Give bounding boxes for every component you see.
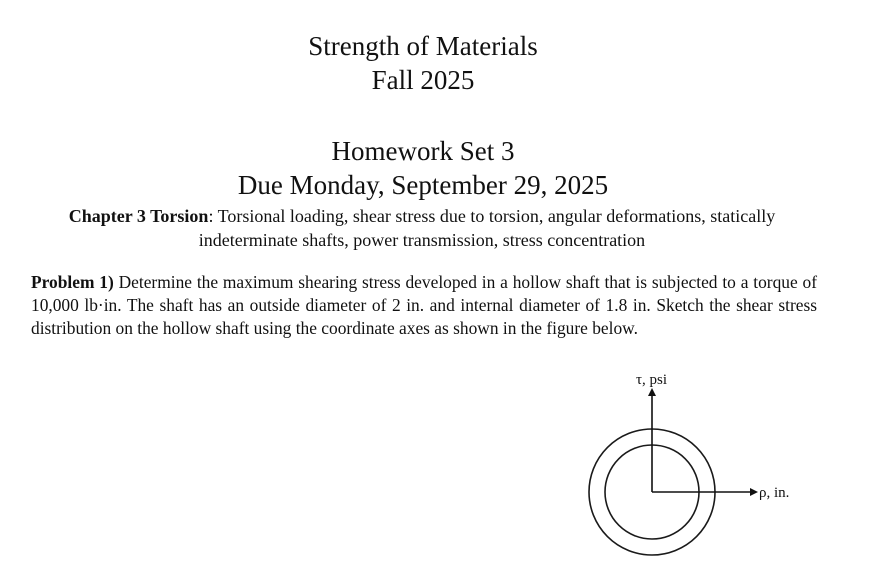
chapter-label: Chapter 3 Torsion <box>68 206 209 226</box>
homework-title: Homework Set 3 <box>331 136 515 166</box>
shaft-figure <box>560 366 810 572</box>
chapter-topics: Torsional loading, shear stress due to torsion, angular deformations, statically indeterminate shafts, power transmission, stress concentration <box>198 206 776 250</box>
chapter-description <box>40 204 804 252</box>
chapter-separator: : <box>208 206 214 226</box>
due-date: Due Monday, September 29, 2025 <box>237 170 609 200</box>
problem-1-label: Problem 1) <box>31 272 114 292</box>
tau-axis-label: τ, psi <box>636 372 668 388</box>
problem-1-text: Determine the maximum shearing stress developed in a hollow shaft that is subjected to a torque of 10,000 lb·in. The shaft has an outside diameter of 2 in. and internal diameter of 1.8 in. Sketch the shear stress distribution on the hollow shaft using the coordinate axes as shown in the figure below. <box>31 272 817 338</box>
problem-1 <box>31 271 817 340</box>
term: Fall 2025 <box>371 65 475 95</box>
rho-axis-label: ρ, in. <box>759 485 790 501</box>
course-title: Strength of Materials <box>308 31 538 61</box>
shaft-diagram <box>560 366 810 572</box>
